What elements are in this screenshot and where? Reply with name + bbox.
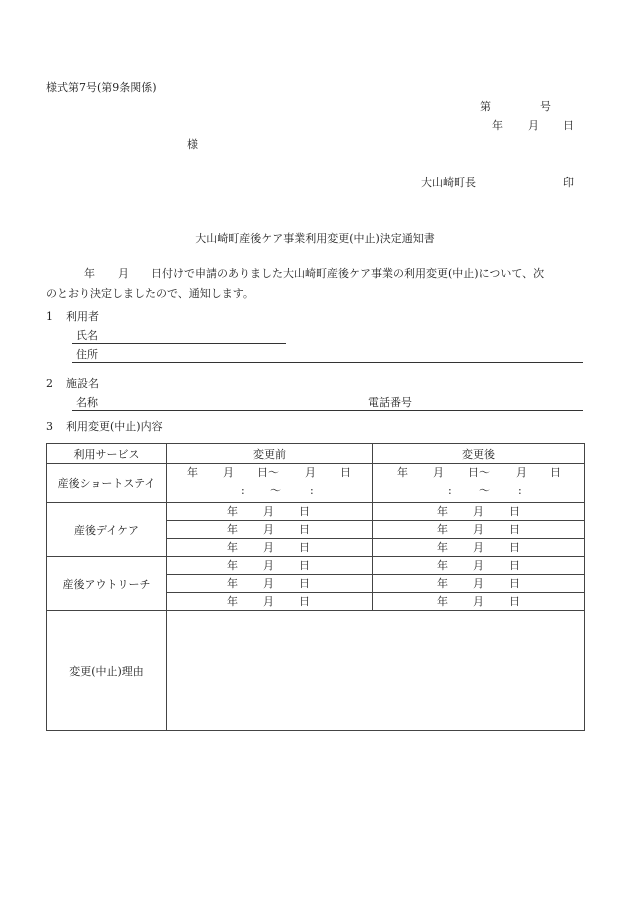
user-address-line — [72, 362, 583, 363]
header-date-month: 月 — [528, 119, 539, 132]
ss-before-month: 月 — [223, 466, 234, 479]
dc2-before-month: 月 — [263, 523, 274, 536]
dc1-after-month: 月 — [473, 505, 484, 518]
short-stay-before-cell — [167, 464, 373, 503]
ss-after-day-from: 日〜 — [468, 466, 490, 479]
dc3-after-month: 月 — [473, 541, 484, 554]
change-table — [46, 443, 585, 731]
dc1-before-month: 月 — [263, 505, 274, 518]
dc1-before-day: 日 — [299, 505, 310, 518]
doc-number-suffix: 号 — [540, 100, 551, 113]
dc3-before-month: 月 — [263, 541, 274, 554]
recipient-suffix: 様 — [187, 138, 198, 151]
or1-before-day: 日 — [299, 559, 310, 572]
ss-before-month-to: 月 — [305, 466, 316, 479]
ss-after-day-to: 日 — [550, 466, 561, 479]
dc3-after-year: 年 — [437, 541, 448, 554]
table-row-outreach — [47, 557, 585, 575]
or3-before-day: 日 — [299, 595, 310, 608]
or2-before-day: 日 — [299, 577, 310, 590]
col-header-before: 変更前 — [167, 444, 373, 464]
outreach-before-cell — [167, 557, 373, 575]
or3-after-month: 月 — [473, 595, 484, 608]
table-row-day-care — [47, 503, 585, 521]
reason-field[interactable] — [167, 611, 585, 731]
body-line-1: 日付けで申請のありました大山崎町産後ケア事業の利用変更(中止)について、次 — [151, 267, 545, 280]
or2-before-year: 年 — [227, 577, 238, 590]
or2-after-day: 日 — [509, 577, 520, 590]
ss-after-year: 年 — [397, 466, 408, 479]
ss-before-time-sep: 〜 — [270, 484, 281, 497]
ss-before-day-from: 日〜 — [257, 466, 279, 479]
day-care-after-cell — [373, 503, 585, 521]
col-header-service: 利用サービス — [47, 444, 167, 464]
header-date-day: 日 — [563, 119, 574, 132]
section-1-number: 1 — [46, 310, 53, 323]
or1-after-month: 月 — [473, 559, 484, 572]
or3-before-year: 年 — [227, 595, 238, 608]
outreach-after-cell — [373, 557, 585, 575]
dc1-after-day: 日 — [509, 505, 520, 518]
day-care-after-cell — [373, 521, 585, 539]
service-outreach: 産後アウトリーチ — [47, 557, 167, 611]
section-1-heading: 利用者 — [66, 310, 99, 323]
body-month: 月 — [118, 267, 129, 280]
or3-after-day: 日 — [509, 595, 520, 608]
ss-before-time-to: : — [310, 484, 314, 497]
dc3-before-year: 年 — [227, 541, 238, 554]
ss-after-month: 月 — [433, 466, 444, 479]
or3-before-month: 月 — [263, 595, 274, 608]
or1-after-year: 年 — [437, 559, 448, 572]
facility-line — [72, 410, 583, 411]
form-number: 様式第7号(第9条関係) — [46, 81, 157, 94]
dc2-after-day: 日 — [509, 523, 520, 536]
issuer-name: 大山崎町長 — [421, 176, 476, 189]
outreach-before-cell — [167, 575, 373, 593]
day-care-before-cell — [167, 539, 373, 557]
service-day-care: 産後デイケア — [47, 503, 167, 557]
or1-before-year: 年 — [227, 559, 238, 572]
dc2-after-year: 年 — [437, 523, 448, 536]
or2-after-year: 年 — [437, 577, 448, 590]
ss-before-year: 年 — [187, 466, 198, 479]
user-name-label: 氏名 — [76, 329, 98, 342]
day-care-after-cell — [373, 539, 585, 557]
dc2-after-month: 月 — [473, 523, 484, 536]
section-3-number: 3 — [46, 420, 53, 433]
table-row-reason — [47, 611, 585, 731]
header-date-year: 年 — [492, 119, 503, 132]
ss-after-time-from: : — [448, 484, 452, 497]
ss-before-day-to: 日 — [340, 466, 351, 479]
dc2-before-day: 日 — [299, 523, 310, 536]
or2-before-month: 月 — [263, 577, 274, 590]
or3-after-year: 年 — [437, 595, 448, 608]
reason-label: 変更(中止)理由 — [47, 611, 167, 731]
facility-phone-label: 電話番号 — [368, 396, 412, 409]
or1-after-day: 日 — [509, 559, 520, 572]
ss-after-time-to: : — [518, 484, 522, 497]
outreach-after-cell — [373, 593, 585, 611]
document-title: 大山崎町産後ケア事業利用変更(中止)決定通知書 — [195, 232, 435, 245]
dc1-after-year: 年 — [437, 505, 448, 518]
outreach-before-cell — [167, 593, 373, 611]
seal-mark: 印 — [563, 176, 574, 189]
day-care-before-cell — [167, 503, 373, 521]
body-year: 年 — [84, 267, 95, 280]
dc3-after-day: 日 — [509, 541, 520, 554]
ss-before-time-from: : — [241, 484, 245, 497]
col-header-after: 変更後 — [373, 444, 585, 464]
ss-after-time-sep: 〜 — [479, 484, 490, 497]
dc2-before-year: 年 — [227, 523, 238, 536]
dc1-before-year: 年 — [227, 505, 238, 518]
day-care-before-cell — [167, 521, 373, 539]
user-address-label: 住所 — [76, 348, 98, 361]
short-stay-after-cell — [373, 464, 585, 503]
section-2-number: 2 — [46, 377, 53, 390]
dc3-before-day: 日 — [299, 541, 310, 554]
or2-after-month: 月 — [473, 577, 484, 590]
service-short-stay: 産後ショートステイ — [47, 464, 167, 503]
ss-after-month-to: 月 — [516, 466, 527, 479]
facility-name-label: 名称 — [76, 396, 98, 409]
section-3-heading: 利用変更(中止)内容 — [66, 420, 163, 433]
or1-before-month: 月 — [263, 559, 274, 572]
body-line-2: のとおり決定しましたので、通知します。 — [46, 287, 254, 300]
table-row-short-stay — [47, 464, 585, 503]
outreach-after-cell — [373, 575, 585, 593]
doc-number-prefix: 第 — [480, 100, 491, 113]
user-name-line — [72, 343, 286, 344]
section-2-heading: 施設名 — [66, 377, 99, 390]
